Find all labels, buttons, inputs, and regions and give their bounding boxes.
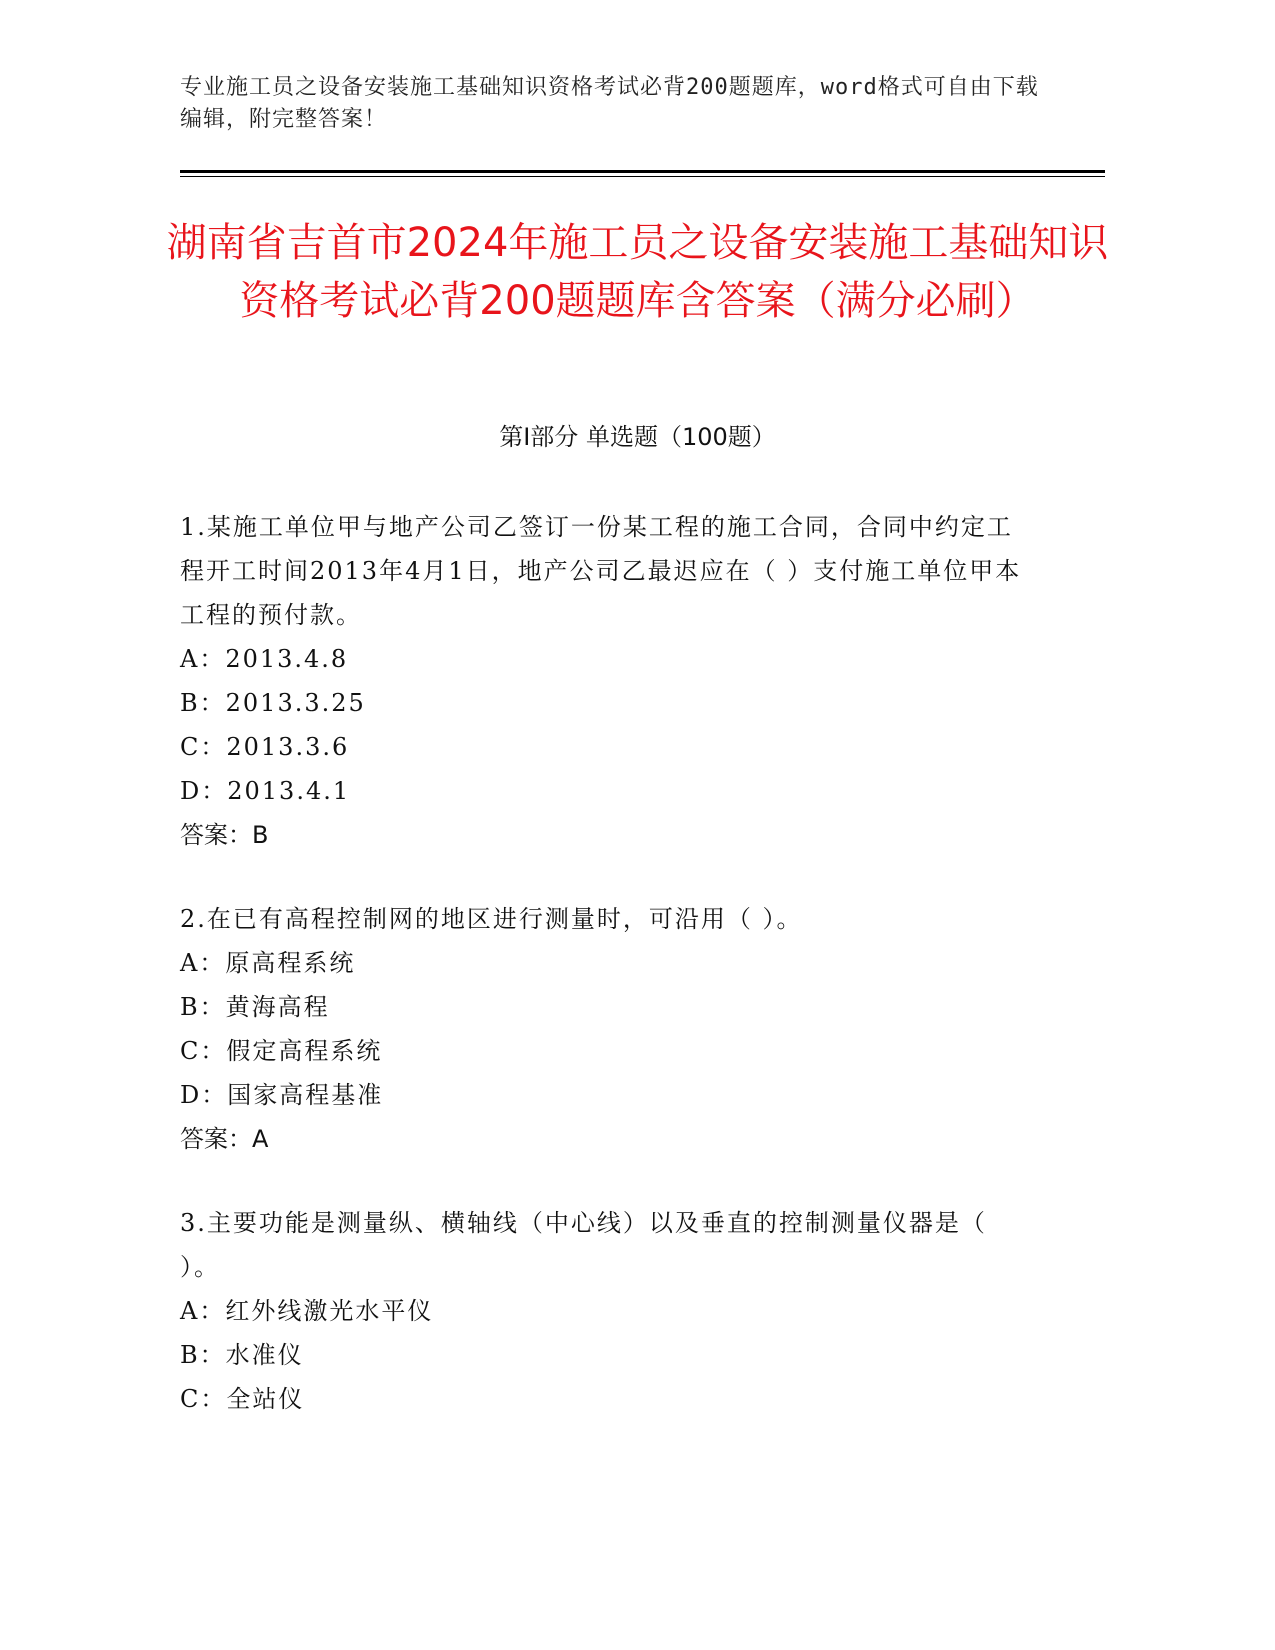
question-1 bbox=[180, 505, 1030, 857]
question-stem: 3.主要功能是测量纵、横轴线（中心线）以及垂直的控制测量仪器是（ ）。 bbox=[180, 1209, 987, 1281]
option-c: C：假定高程系统 bbox=[180, 1037, 383, 1065]
section-heading: 第I部分 单选题（100题） bbox=[499, 423, 776, 451]
option-c: C：全站仪 bbox=[180, 1385, 305, 1413]
option-b: B：2013.3.25 bbox=[180, 689, 366, 717]
answer: 答案：B bbox=[180, 821, 269, 849]
question-3 bbox=[180, 1201, 1030, 1421]
question-stem: 1.某施工单位甲与地产公司乙签订一份某工程的施工合同，合同中约定工程开工时间2013年4月1日，地产公司乙最迟应在（ ）支付施工单位甲本工程的预付款。 bbox=[180, 513, 1022, 629]
answer: 答案：A bbox=[180, 1125, 269, 1153]
document-title: 湖南省吉首市2024年施工员之设备安装施工基础知识资格考试必背200题题库含答案（满分必刷） bbox=[166, 220, 1109, 324]
question-2 bbox=[180, 897, 1030, 1161]
question-list bbox=[180, 505, 1030, 1461]
option-a: A：红外线激光水平仪 bbox=[180, 1297, 434, 1325]
question-stem: 2.在已有高程控制网的地区进行测量时，可沿用（ ）。 bbox=[180, 905, 803, 933]
option-a: A：2013.4.8 bbox=[180, 645, 349, 673]
header-rule-thick bbox=[180, 170, 1105, 173]
option-b: B：水准仪 bbox=[180, 1341, 304, 1369]
option-d: D：2013.4.1 bbox=[180, 777, 351, 805]
option-b: B：黄海高程 bbox=[180, 993, 330, 1021]
header-rule-thin bbox=[180, 176, 1105, 177]
header-note: 专业施工员之设备安装施工基础知识资格考试必背200题题库，word格式可自由下载编辑，附完整答案！ bbox=[180, 75, 1039, 132]
option-d: D：国家高程基准 bbox=[180, 1081, 384, 1109]
option-c: C：2013.3.6 bbox=[180, 733, 350, 761]
option-a: A：原高程系统 bbox=[180, 949, 356, 977]
